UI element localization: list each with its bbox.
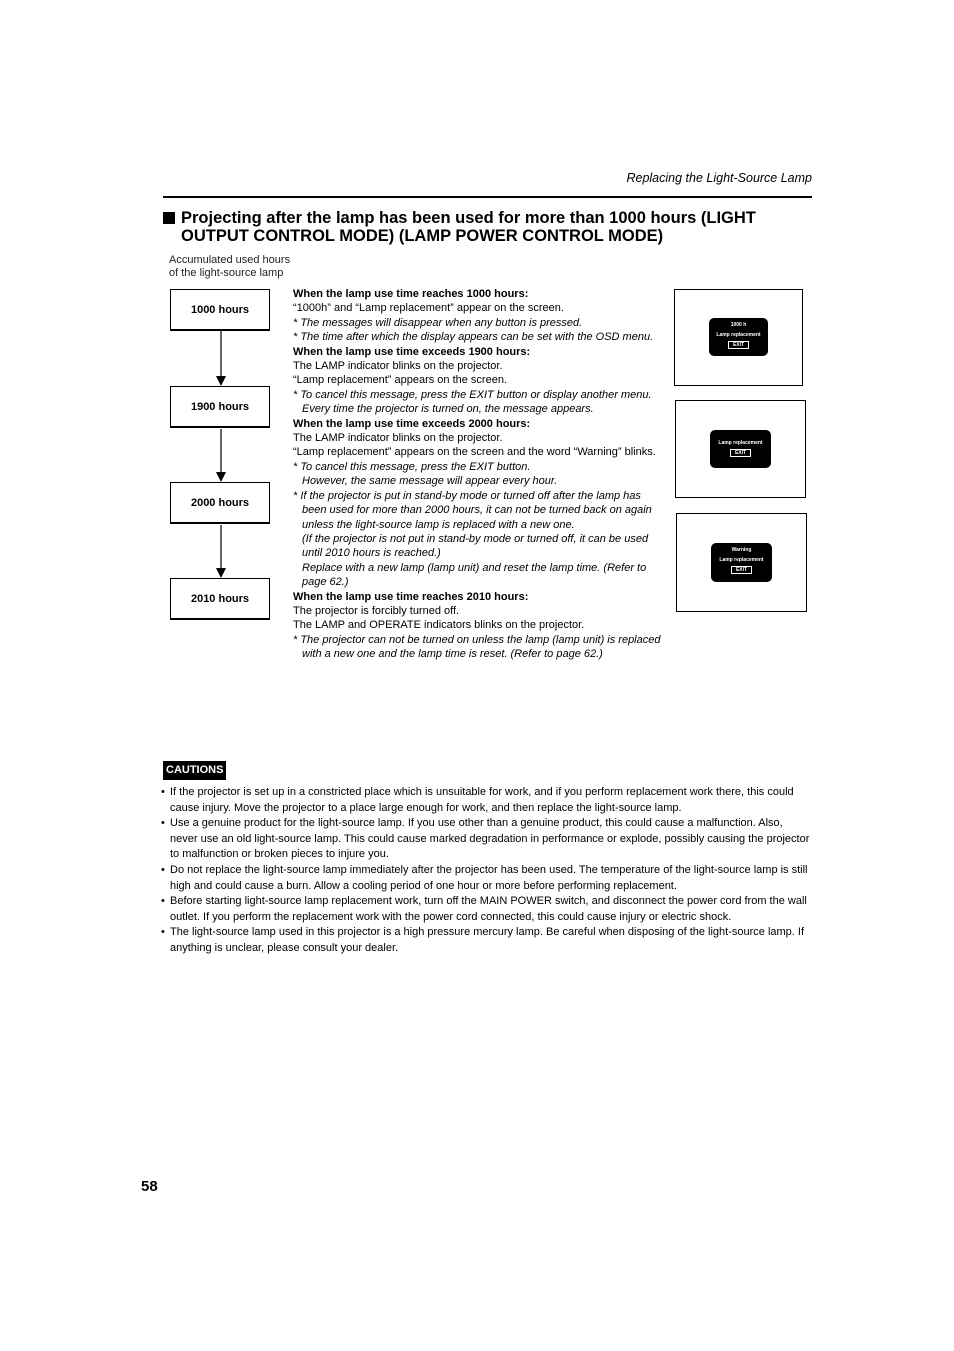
- osd-2000h-line2: Lamp replacement: [719, 557, 764, 563]
- stage-1000-note2: * The time after which the display appears can be set with the OSD menu.: [293, 331, 654, 344]
- stage-1000-heading: When the lamp use time reaches 1000 hours:: [293, 288, 529, 300]
- stage-1900-heading: When the lamp use time exceeds 1900 hours:: [293, 345, 531, 358]
- osd-2000h-line1: Warning: [731, 547, 752, 553]
- caution-text: Use a genuine product for the light-source lamp. If you use other than a genuine product, this could cause a malfunction. Also, never use an old light-source lamp. This could cause marked degradation in performance or explode, possibly causing the projector to malfunction or broken pieces to injure you.: [170, 817, 810, 861]
- caution-bullet: •: [161, 817, 165, 830]
- stage-2010-text2: The LAMP and OPERATE indicators blinks on the projector.: [293, 619, 585, 632]
- osd-message-2000h: [711, 543, 772, 582]
- page-number: 58: [141, 1178, 158, 1195]
- lamp-stages-text: [293, 287, 668, 662]
- stage-1000-text: “1000h” and “Lamp replacement” appear on the screen.: [293, 302, 564, 315]
- stage-2000-note1: * To cancel this message, press the EXIT button.: [293, 460, 531, 473]
- caution-bullet: •: [161, 895, 165, 908]
- stage-2010-text1: The projector is forcibly turned off.: [293, 604, 460, 617]
- caution-item: [161, 925, 813, 956]
- stage-2000-note2-cont2: Replace with a new lamp (lamp unit) and reset the lamp time. (Refer to page 62.): [302, 561, 647, 589]
- caution-bullet: •: [161, 786, 165, 798]
- caution-bullet: •: [161, 926, 165, 939]
- osd-1000h-exit: EXIT: [728, 341, 749, 349]
- stage-2000-heading: When the lamp use time exceeds 2000 hours:: [293, 417, 531, 430]
- caution-bullet: •: [161, 863, 165, 876]
- stage-1900-text2: “Lamp replacement” appears on the screen.: [293, 374, 508, 387]
- stage-2000-note1-cont: However, the same message will appear every hour.: [302, 475, 558, 488]
- screen-1000h: [674, 289, 803, 386]
- running-header: Replacing the Light-Source Lamp: [626, 171, 812, 185]
- stage-1900-text1: The LAMP indicator blinks on the projector.: [293, 360, 503, 373]
- flow-label-line2: of the light-source lamp: [169, 267, 284, 279]
- osd-1000h-line2: Lamp replacement: [716, 332, 761, 338]
- stage-1900-note: * To cancel this message, press the EXIT button or display another menu.: [293, 388, 652, 401]
- stage-2010-heading: When the lamp use time reaches 2010 hours:: [293, 590, 529, 603]
- stage-1000-note1: * The messages will disappear when any button is pressed.: [293, 316, 583, 329]
- caution-item: [161, 863, 813, 894]
- caution-item: [161, 816, 813, 863]
- osd-1900h-line1: Lamp replacement: [718, 440, 763, 446]
- section-title: Projecting after the lamp has been used for more than 1000 hours (LIGHT OUTPUT CONTROL MODE) (LAMP POWER CONTROL MODE): [181, 209, 756, 245]
- caution-item: [161, 785, 813, 816]
- flow-box-1900: 1900 hours: [170, 386, 270, 428]
- osd-2000h-exit: EXIT: [731, 566, 752, 574]
- flow-box-1000: 1000 hours: [170, 289, 270, 331]
- stage-2010-note: * The projector can not be turned on unless the lamp (lamp unit) is replaced with a new one and the lamp time is reset. (Refer to page 62.): [293, 633, 661, 661]
- caution-text: Do not replace the light-source lamp immediately after the projector has been used. The temperature of the light-source lamp is still high and could cause a burn. Allow a cooling period of one hour or more before performing replacement.: [170, 863, 808, 892]
- flow-box-2010: 2010 hours: [170, 578, 270, 620]
- stage-2000-note2-cont1: (If the projector is not put in stand-by mode or turned off, it can be used until 2010 hours is reached.): [302, 532, 649, 560]
- cautions-label: CAUTIONS: [163, 761, 226, 780]
- caution-text: If the projector is set up in a constricted place which is unsuitable for work, and if you perform replacement work there, this could cause injury. Move the projector to a place large enough for work, and then replace the light-source lamp.: [170, 786, 794, 814]
- stage-2000-note2: * If the projector is put in stand-by mode or turned off after the lamp has been used for more than 2000 hours, it can not be turned back on again unless the light-source lamp is replaced with a new one.: [293, 489, 652, 531]
- stage-1900-note-cont: Every time the projector is turned on, the message appears.: [302, 403, 594, 416]
- flow-label-line1: Accumulated used hours: [169, 254, 291, 266]
- caution-item: [161, 894, 813, 925]
- screen-1900h: [675, 400, 806, 498]
- screen-2000h: [676, 513, 807, 612]
- caution-text: The light-source lamp used in this projector is a high pressure mercury lamp. Be careful when disposing of the light-source lamp. If anything is unclear, please consult your dealer.: [170, 926, 805, 954]
- flow-box-2000: 2000 hours: [170, 482, 270, 524]
- osd-message-1000h: [709, 318, 768, 356]
- osd-message-1900h: [710, 430, 771, 468]
- osd-1900h-exit: EXIT: [730, 449, 751, 457]
- osd-1000h-line1: 1000 h: [730, 322, 747, 328]
- stage-2000-text1: The LAMP indicator blinks on the projector.: [293, 432, 503, 445]
- caution-text: Before starting light-source lamp replacement work, turn off the MAIN POWER switch, and disconnect the power cord from the wall outlet. If you perform the replacement work with the power cord connected, this could cause injury or electric shock.: [170, 895, 807, 923]
- cautions-list: [161, 785, 813, 957]
- stage-2000-text2: “Lamp replacement” appears on the screen and the word “Warning” blinks.: [293, 446, 656, 459]
